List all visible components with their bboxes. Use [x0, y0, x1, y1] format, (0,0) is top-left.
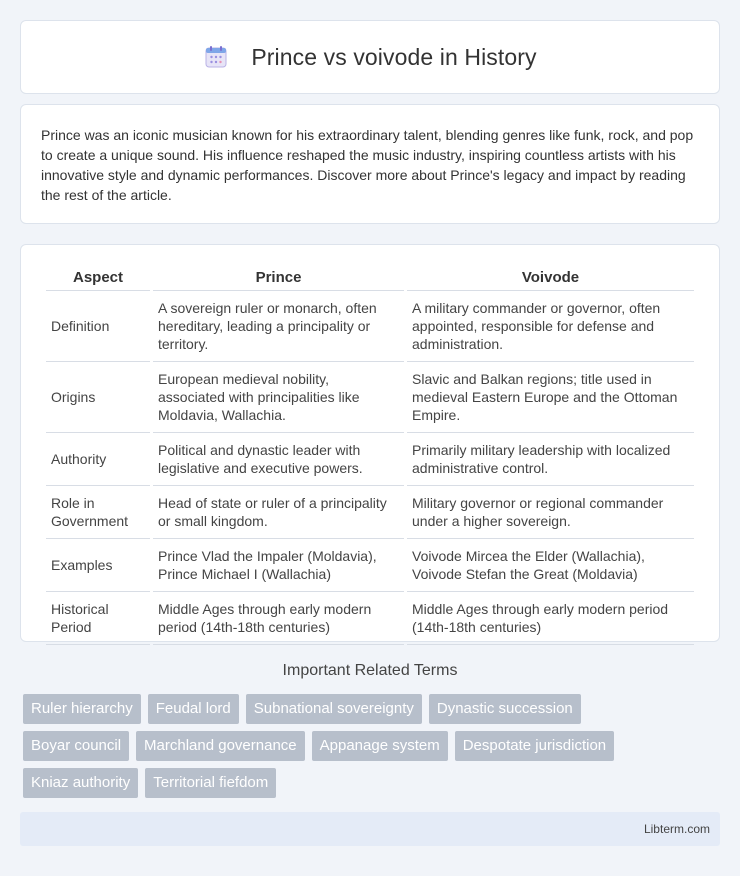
row-voivode: Voivode Mircea the Elder (Wallachia), Voivode Stefan the Great (Moldavia)	[407, 539, 694, 592]
related-term-tag[interactable]: Marchland governance	[136, 731, 305, 761]
row-prince: Head of state or ruler of a principality or small kingdom.	[153, 486, 404, 539]
table-header-row	[46, 265, 694, 291]
row-prince: European medieval nobility, associated with principalities like Moldavia, Wallachia.	[153, 362, 404, 433]
calendar-icon	[203, 44, 229, 70]
related-term-tag[interactable]: Appanage system	[312, 731, 448, 761]
row-aspect: Role in Government	[46, 486, 150, 539]
row-aspect: Definition	[46, 291, 150, 362]
related-term-tag[interactable]: Boyar council	[23, 731, 129, 761]
row-prince: Middle Ages through early modern period (14th-18th centuries)	[153, 592, 404, 645]
tag-row	[23, 731, 723, 761]
row-voivode: Slavic and Balkan regions; title used in medieval Eastern Europe and the Ottoman Empire.	[407, 362, 694, 433]
footer	[20, 812, 720, 846]
related-term-tag[interactable]: Kniaz authority	[23, 768, 138, 798]
table-row	[46, 486, 694, 539]
related-terms-title: Important Related Terms	[282, 662, 458, 679]
tag-row	[23, 694, 723, 724]
row-prince: Political and dynastic leader with legislative and executive powers.	[153, 433, 404, 486]
comparison-card	[20, 244, 720, 642]
row-voivode: A military commander or governor, often appointed, responsible for defense and administration.	[407, 291, 694, 362]
related-terms-list	[23, 694, 723, 805]
related-term-tag[interactable]: Territorial fiefdom	[145, 768, 276, 798]
row-voivode: Military governor or regional commander under a higher sovereign.	[407, 486, 694, 539]
tag-row	[23, 768, 723, 798]
row-aspect: Authority	[46, 433, 150, 486]
table-row	[46, 539, 694, 592]
related-term-tag[interactable]: Ruler hierarchy	[23, 694, 141, 724]
header-voivode: Voivode	[407, 265, 694, 291]
intro-text: Prince was an iconic musician known for his extraordinary talent, blending genres like funk, rock, and pop to create a unique sound. His influence reshaped the music industry, inspiring countless artists with his innovative style and dynamic performances. Discover more about Prince's legacy and impact by reading the rest of the article.	[41, 127, 694, 203]
row-voivode: Middle Ages through early modern period (14th-18th centuries)	[407, 592, 694, 645]
header-aspect: Aspect	[46, 265, 150, 291]
page-title: Prince vs voivode in History	[251, 43, 537, 70]
table-row	[46, 291, 694, 362]
table-row	[46, 433, 694, 486]
row-aspect: Historical Period	[46, 592, 150, 645]
intro-card	[20, 104, 720, 224]
comparison-table	[43, 265, 697, 645]
related-term-tag[interactable]: Dynastic succession	[429, 694, 581, 724]
footer-brand-link[interactable]: Libterm.com	[643, 822, 710, 836]
table-row	[46, 592, 694, 645]
row-aspect: Origins	[46, 362, 150, 433]
table-row	[46, 362, 694, 433]
row-prince: Prince Vlad the Impaler (Moldavia), Prince Michael I (Wallachia)	[153, 539, 404, 592]
header-prince: Prince	[153, 265, 404, 291]
row-prince: A sovereign ruler or monarch, often hereditary, leading a principality or territory.	[153, 291, 404, 362]
row-aspect: Examples	[46, 539, 150, 592]
related-term-tag[interactable]: Despotate jurisdiction	[455, 731, 614, 761]
header-card	[20, 20, 720, 94]
related-term-tag[interactable]: Feudal lord	[148, 694, 239, 724]
row-voivode: Primarily military leadership with localized administrative control.	[407, 433, 694, 486]
related-term-tag[interactable]: Subnational sovereignty	[246, 694, 422, 724]
